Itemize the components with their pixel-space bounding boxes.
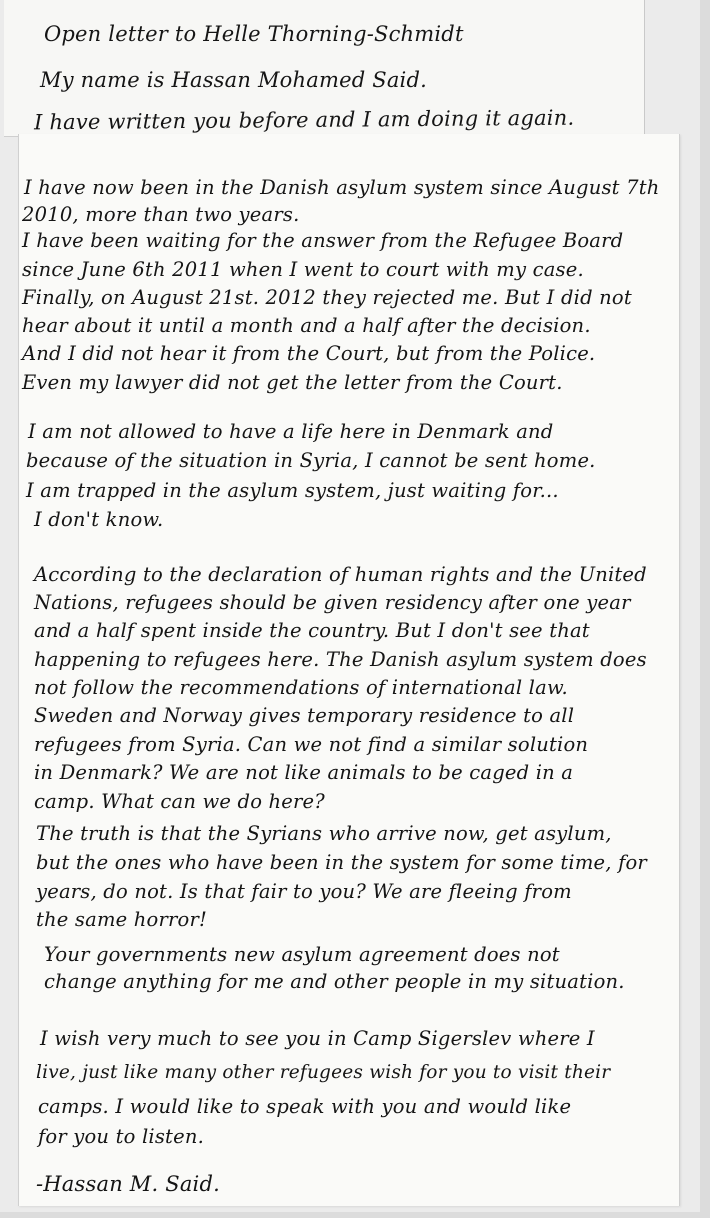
letter-again: I have written you before and I am doing it again.: [33, 105, 575, 135]
paragraph-3-line: Sweden and Norway gives temporary residence to all: [34, 704, 575, 727]
paragraph-2-line: I am trapped in the asylum system, just waiting for...: [26, 479, 559, 502]
paragraph-4-line: live, just like many other refugees wish for you to visit their: [36, 1062, 611, 1083]
paragraph-3-line: happening to refugees here. The Danish asylum system does: [34, 648, 647, 671]
paragraph-1-line: I have been waiting for the answer from the Refugee Board: [22, 229, 624, 252]
paragraph-1-line: Finally, on August 21st. 2012 they rejected me. But I did not: [22, 286, 632, 309]
paragraph-1-line: And I did not hear it from the Court, but from the Police.: [22, 342, 596, 365]
paragraph-1-line: I have now been in the Danish asylum system since August 7th: [24, 176, 660, 199]
paragraph-3-line: refugees from Syria. Can we not find a similar solution: [34, 733, 589, 756]
paragraph-1-line: since June 6th 2011 when I went to court with my case.: [22, 258, 584, 281]
paragraph-4-line: I wish very much to see you in Camp Sigerslev where I: [40, 1027, 595, 1050]
paragraph-3-line: change anything for me and other people in my situation.: [44, 970, 625, 993]
paragraph-2-line: because of the situation in Syria, I cannot be sent home.: [26, 449, 596, 472]
paragraph-2-line: I am not allowed to have a life here in Denmark and: [28, 420, 554, 443]
paragraph-3-line: the same horror!: [36, 908, 208, 931]
letter-title: Open letter to Helle Thorning-Schmidt: [44, 22, 464, 46]
paragraph-3-line: According to the declaration of human rights and the United: [34, 563, 647, 586]
paragraph-3-line: The truth is that the Syrians who arrive now, get asylum,: [36, 822, 612, 845]
paragraph-3-line: Nations, refugees should be given residency after one year: [34, 591, 631, 614]
paragraph-1-line: hear about it until a month and a half after the decision.: [22, 314, 591, 337]
paragraph-1-line: Even my lawyer did not get the letter from the Court.: [22, 371, 563, 394]
paragraph-3-line: not follow the recommendations of international law.: [34, 676, 568, 699]
paragraph-3-line: camp. What can we do here?: [34, 790, 325, 813]
paragraph-4-line: camps. I would like to speak with you and would like: [38, 1095, 572, 1118]
signature: -Hassan M. Said.: [36, 1172, 220, 1196]
paragraph-2-line: I don't know.: [34, 508, 164, 531]
paragraph-3-line: Your governments new asylum agreement does not: [44, 943, 560, 966]
paragraph-3-line: in Denmark? We are not like animals to be caged in a: [34, 761, 574, 784]
paragraph-3-line: but the ones who have been in the system for some time, for: [36, 851, 647, 874]
paragraph-3-line: and a half spent inside the country. But I don't see that: [34, 619, 590, 642]
paragraph-4-line: for you to listen.: [38, 1125, 204, 1148]
letter-intro: My name is Hassan Mohamed Said.: [40, 68, 427, 92]
paragraph-3-line: years, do not. Is that fair to you? We are fleeing from: [36, 880, 572, 903]
paragraph-1-line: 2010, more than two years.: [22, 203, 300, 226]
